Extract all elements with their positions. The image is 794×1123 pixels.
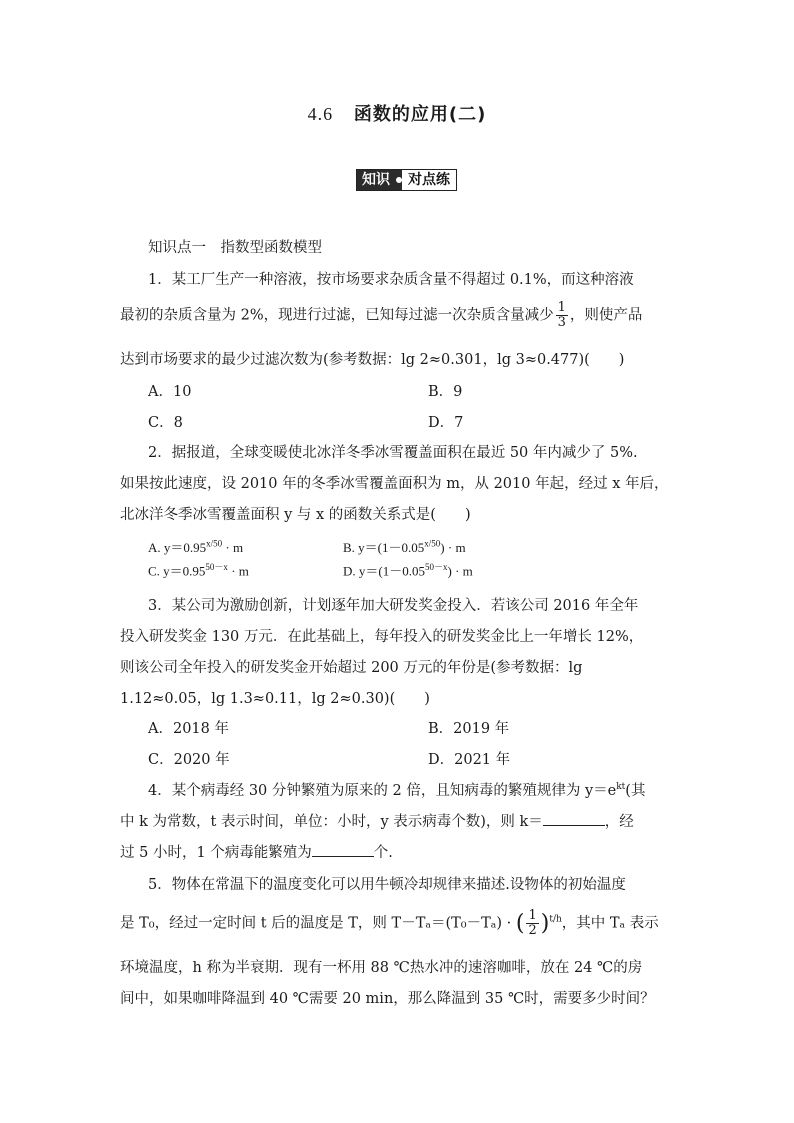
q3-option-d: D．2021 年 bbox=[428, 752, 511, 768]
q3-option-b: B．2019 年 bbox=[428, 721, 510, 737]
q5-line-4: 间中，如果咖啡降温到 40 ℃需要 20 min，那么降温到 35 ℃时，需要多少时间？ bbox=[120, 991, 655, 1007]
q2-option-a-tail: · m bbox=[222, 540, 244, 555]
q4-line-3-text: 过 5 小时，1 个病毒能繁殖为 bbox=[120, 845, 312, 861]
practice-badge bbox=[356, 169, 457, 191]
right-paren: ) bbox=[540, 911, 550, 936]
section-heading: 知识点一 指数型函数模型 bbox=[148, 240, 322, 256]
q1-line-2-text: 最初的杂质含量为 2%，现进行过滤，已知每过滤一次杂质含量减少 bbox=[120, 307, 554, 324]
page-title bbox=[0, 100, 794, 126]
q2-line-3: 北冰洋冬季冰雪覆盖面积 y 与 x 的函数关系式是( ) bbox=[120, 507, 471, 523]
q2-option-a bbox=[148, 537, 243, 556]
q2-line-2: 如果按此速度，设 2010 年的冬季冰雪覆盖面积为 m，从 2010 年起，经过 x 年后， bbox=[120, 476, 669, 492]
q4-line-1 bbox=[148, 779, 645, 800]
q2-option-b bbox=[343, 537, 466, 556]
q3-option-a: A．2018 年 bbox=[148, 721, 229, 737]
q5-line-2-text: 是 T₀，经过一定时间 t 后的温度是 T，则 T－Tₐ＝(T₀－Tₐ) · bbox=[120, 915, 512, 932]
section-number: 4.6 bbox=[307, 104, 334, 124]
q2-option-d bbox=[343, 560, 473, 579]
q3-line-3: 则该公司全年投入的研发奖金开始超过 200 万元的年份是(参考数据：lg bbox=[120, 660, 583, 676]
left-paren: ( bbox=[515, 911, 525, 936]
q4-line-1-text: 4．某个病毒经 30 分钟繁殖为原来的 2 倍，且知病毒的繁殖规律为 y＝e bbox=[148, 783, 617, 799]
q3-line-1: 3．某公司为激励创新，计划逐年加大研发奖金投入．若该公司 2016 年全年 bbox=[148, 598, 639, 614]
q4-line-2-text: 中 k 为常数，t 表示时间，单位：小时，y 表示病毒个数)，则 k＝ bbox=[120, 814, 543, 830]
q1-option-b: B．9 bbox=[428, 384, 463, 400]
q4-line-3 bbox=[120, 841, 393, 862]
fraction-numerator: 1 bbox=[528, 908, 537, 923]
q2-option-a-text: A. y＝0.95 bbox=[148, 540, 207, 555]
answer-blank[interactable] bbox=[312, 844, 374, 857]
q2-option-b-text: B. y＝(1－0.05 bbox=[343, 540, 425, 555]
fraction-denominator: 2 bbox=[528, 923, 537, 938]
q1-line-2-tail: ，则使产品 bbox=[569, 307, 643, 324]
answer-blank[interactable] bbox=[543, 813, 605, 826]
fraction bbox=[556, 301, 568, 330]
q5-line-2-tail: ，其中 Tₐ 表示 bbox=[561, 915, 659, 932]
q5-line-1: 5．物体在常温下的温度变化可以用牛顿冷却规律来描述.设物体的初始温度 bbox=[148, 877, 626, 893]
q3-line-2: 投入研发奖金 130 万元．在此基础上，每年投入的研发奖金比上一年增长 12%， bbox=[120, 629, 644, 645]
q1-line-1: 1．某工厂生产一种溶液，按市场要求杂质含量不得超过 0.1%，而这种溶液 bbox=[148, 272, 634, 288]
badge-dot-icon bbox=[396, 170, 402, 190]
q5-line-2 bbox=[120, 909, 659, 938]
q1-option-c: C．8 bbox=[148, 415, 183, 431]
q1-option-a: A．10 bbox=[148, 384, 192, 400]
q2-option-d-text: D. y＝(1－0.05 bbox=[343, 563, 425, 579]
section-title: 函数的应用(二) bbox=[353, 104, 487, 125]
q1-option-d: D．7 bbox=[428, 415, 464, 431]
q1-line-3: 达到市场要求的最少过滤次数为(参考数据：lg 2≈0.301，lg 3≈0.477)( ) bbox=[120, 352, 625, 368]
badge-left-label: 知识 bbox=[357, 170, 396, 190]
q3-option-c: C．2020 年 bbox=[148, 752, 230, 768]
q2-option-c-text: C. y＝0.95 bbox=[148, 563, 206, 579]
fraction-numerator: 1 bbox=[557, 300, 566, 315]
q4-line-2 bbox=[120, 810, 634, 831]
q2-line-1: 2．据报道，全球变暖使北冰洋冬季冰雪覆盖面积在最近 50 年内减少了 5%. bbox=[148, 445, 638, 461]
exponent: x/50 bbox=[206, 538, 223, 549]
badge-right-label: 对点练 bbox=[402, 170, 456, 190]
q3-line-4: 1.12≈0.05，lg 1.3≈0.11，lg 2≈0.30)( ) bbox=[120, 691, 430, 707]
q4-line-3-tail: 个. bbox=[373, 845, 393, 861]
exponent: t/h bbox=[549, 914, 562, 925]
q2-option-c bbox=[148, 560, 249, 579]
exponent: x/50 bbox=[424, 538, 441, 549]
q2-option-d-tail: ) · m bbox=[447, 563, 473, 579]
q1-line-2 bbox=[120, 301, 642, 330]
fraction bbox=[526, 909, 538, 938]
exponent: 50－x bbox=[205, 562, 228, 572]
exponent: 50－x bbox=[424, 562, 448, 572]
q4-line-2-tail: ，经 bbox=[604, 814, 634, 830]
q2-option-b-tail: ) · m bbox=[440, 540, 466, 555]
q2-option-c-tail: · m bbox=[227, 563, 249, 579]
q4-line-1-tail: (其 bbox=[625, 783, 646, 799]
fraction-denominator: 3 bbox=[557, 315, 566, 330]
exponent: kt bbox=[616, 782, 626, 793]
q5-line-3: 环境温度，h 称为半衰期．现有一杯用 88 ℃热水冲的速溶咖啡，放在 24 ℃的房 bbox=[120, 960, 643, 976]
